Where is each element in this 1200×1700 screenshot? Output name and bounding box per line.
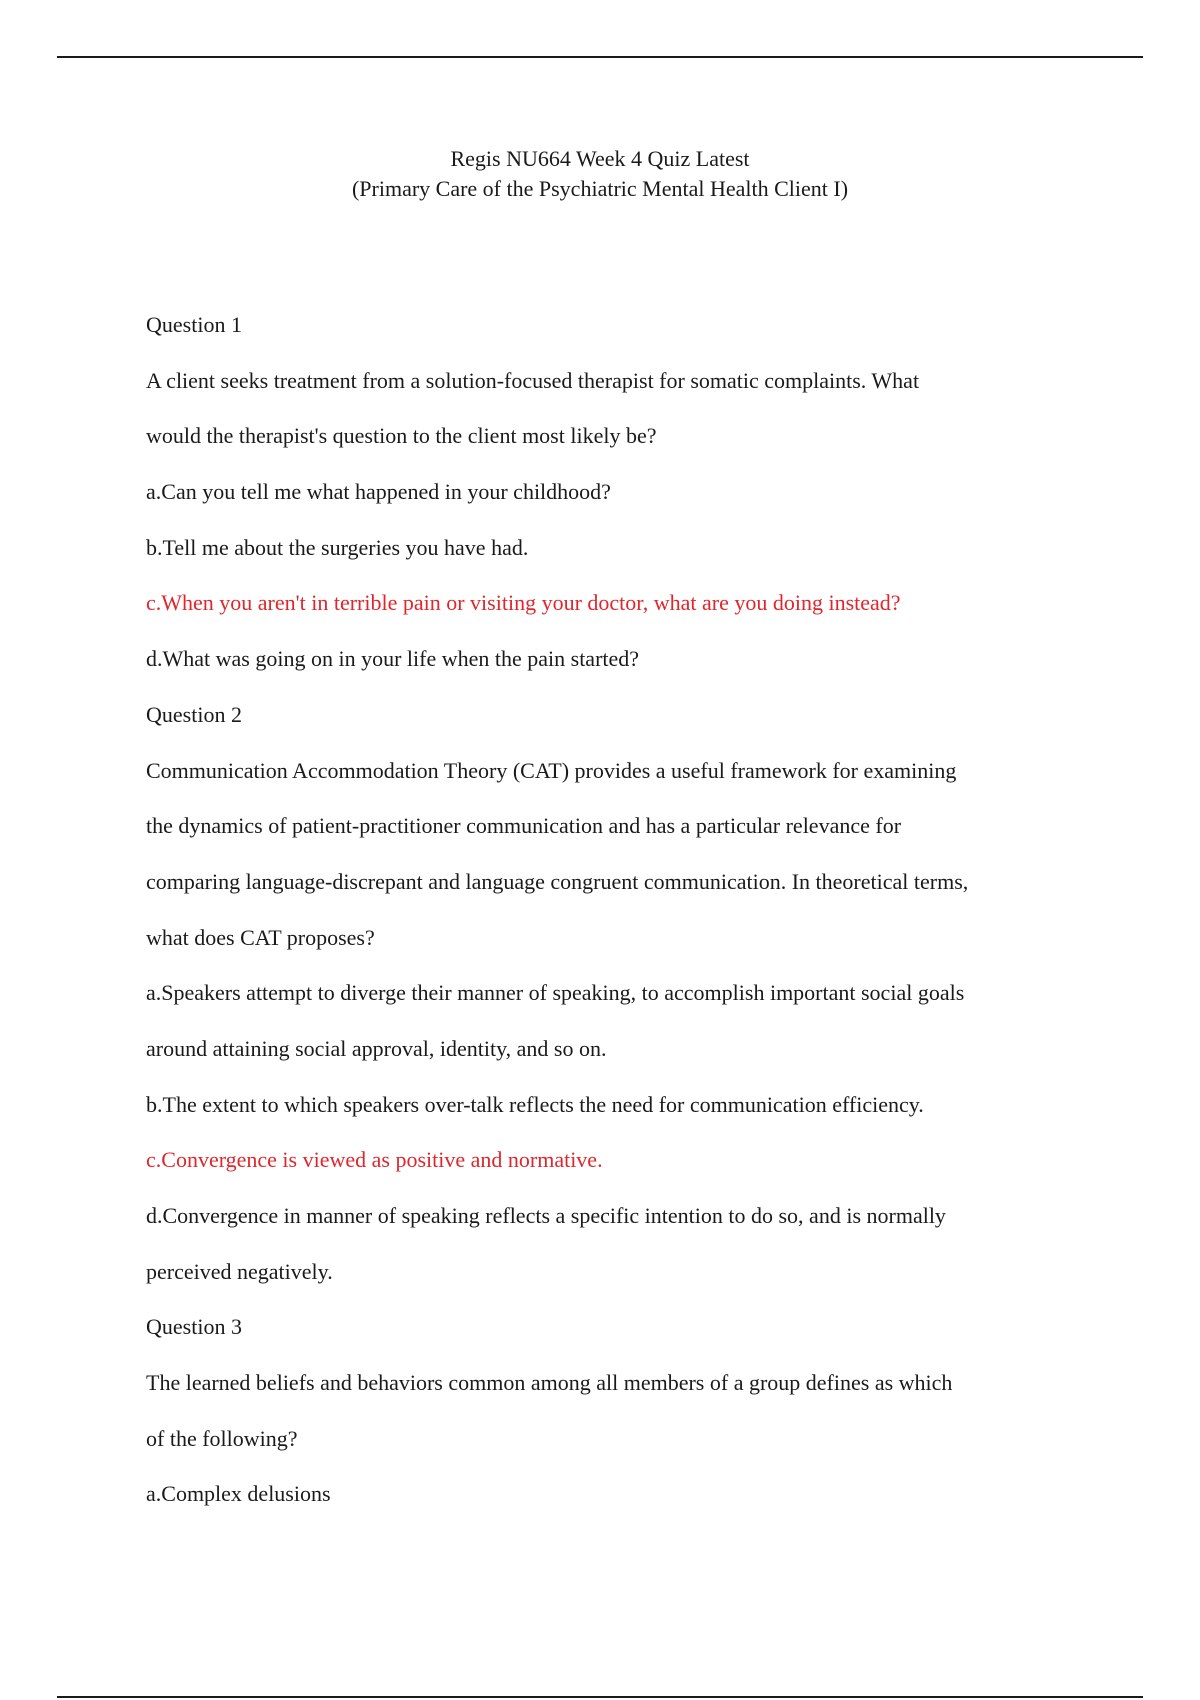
question-3-stem-line-2: of the following? bbox=[146, 1425, 298, 1451]
bottom-rule bbox=[57, 1696, 1143, 1698]
question-3-stem-line-1: The learned beliefs and behaviors common among all members of a group defines as which bbox=[146, 1370, 953, 1396]
question-2-heading: Question 2 bbox=[146, 701, 242, 727]
question-1-option-d: d.What was going on in your life when the pain started? bbox=[146, 646, 640, 672]
question-1-option-c-correct: c.When you aren't in terrible pain or visiting your doctor, what are you doing instead? bbox=[146, 590, 901, 616]
question-2-option-a-line-2: around attaining social approval, identity, and so on. bbox=[146, 1035, 607, 1061]
question-2-option-b: b.The extent to which speakers over-talk reflects the need for communication efficiency. bbox=[146, 1091, 924, 1117]
title-line-2: (Primary Care of the Psychiatric Mental Health Client I) bbox=[351, 176, 849, 201]
question-2-option-c-correct: c.Convergence is viewed as positive and normative. bbox=[146, 1147, 603, 1173]
question-1-stem-line-2: would the therapist's question to the client most likely be? bbox=[146, 423, 657, 449]
question-1-option-a: a.Can you tell me what happened in your childhood? bbox=[146, 479, 611, 505]
question-2-stem-line-4: what does CAT proposes? bbox=[146, 924, 375, 950]
question-3-option-a: a.Complex delusions bbox=[146, 1481, 331, 1507]
top-rule bbox=[57, 56, 1143, 58]
question-2-stem-line-3: comparing language-discrepant and language congruent communication. In theoretical terms, bbox=[146, 868, 969, 894]
question-3-heading: Question 3 bbox=[146, 1314, 242, 1340]
question-1-stem-line-1: A client seeks treatment from a solution-focused therapist for somatic complaints. What bbox=[146, 367, 920, 393]
question-2-option-d-line-1: d.Convergence in manner of speaking reflects a specific intention to do so, and is normally bbox=[146, 1203, 946, 1228]
question-2-stem-line-1: Communication Accommodation Theory (CAT) provides a useful framework for examining bbox=[146, 757, 957, 783]
title-line-1: Regis NU664 Week 4 Quiz Latest bbox=[450, 146, 750, 171]
quiz-content bbox=[146, 310, 1076, 1535]
question-2-option-d-line-2: perceived negatively. bbox=[146, 1258, 333, 1284]
question-1-option-b: b.Tell me about the surgeries you have had. bbox=[146, 534, 529, 560]
question-2-stem-line-2: the dynamics of patient-practitioner communication and has a particular relevance for bbox=[146, 813, 902, 839]
question-2-option-a-line-1: a.Speakers attempt to diverge their manner of speaking, to accomplish important social goals bbox=[146, 980, 965, 1006]
question-1-heading: Question 1 bbox=[146, 312, 242, 337]
document-title bbox=[0, 144, 1200, 204]
